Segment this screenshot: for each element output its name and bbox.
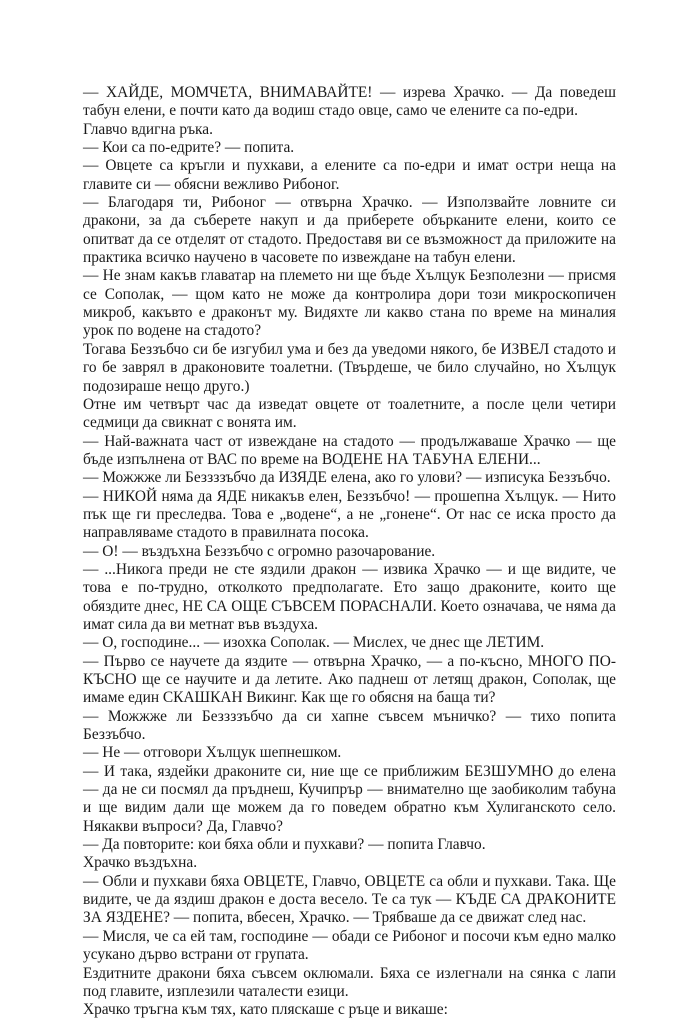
paragraph: — Не знам какъв главатар на племето ни ще бъде Хълцук Безполезни — присмя се Сополак, — щом като не може да контролира дори този микроскопичен микроб, какъвто е драконът му. Видяхте ли какво стана по време на миналия урок по водене на стадото? [83, 267, 616, 340]
paragraph: Тогава Беззъбчо си бе изгубил ума и без да уведоми някого, бе ИЗВЕЛ стадото и го бе заврял в драконовите тоалетни. (Твърдеше, че било случайно, но Хълцук подозираше нещо друго.) [83, 340, 616, 395]
paragraph: — Да повторите: кои бяха обли и пухкави? — попита Главчо. [83, 836, 486, 854]
paragraph: — Можжже ли Беззззъбчо да ИЗЯДЕ елена, ако го улови? — изписука Беззъбчо. [83, 469, 611, 487]
paragraph: Храчко тръгна към тях, като пляскаше с ръце и викаше: [83, 1001, 448, 1019]
paragraph: — ...Никога преди не сте яздили дракон — извика Храчко — и ще видите, че това е по-трудно, отколкото предполагате. Ето защо драконите, които ще обяздите днес, НЕ СА ОЩЕ СЪВСЕМ ПОРАСНАЛИ. Което означава, че няма да имат сила да ви метнат във въздуха. [83, 560, 616, 633]
paragraph: — Овцете са кръгли и пухкави, а елените са по-едри и имат остри неща на главите си — обясни вежливо Рибоног. [83, 157, 616, 193]
paragraph: — О, господине... — изохка Сополак. — Мислех, че днес ще ЛЕТИМ. [83, 634, 545, 652]
paragraph: — Мисля, че са ей там, господине — обади се Рибоног и посочи към едно малко усукано дърво встрани от групата. [83, 927, 616, 964]
paragraph: Ездитните дракони бяха съвсем оклюмали. Бяха се излегнали на сянка с лапи под главите, изплезили чаталести езици. [83, 964, 616, 1000]
paragraph: Главчо вдигна ръка. [83, 120, 213, 138]
paragraph: — Кои са по-едрите? — попита. [83, 139, 295, 157]
paragraph: — НИКОЙ няма да ЯДЕ никакъв елен, Беззъбчо! — прошепна Хълцук. — Нито пък ще ги преследва. Това е „водене“, а не „гонене“. От нас се иска просто да направляваме стадото в правилната посока. [83, 487, 616, 542]
paragraph: — Благодаря ти, Рибоног — отвърна Храчко. — Използвайте ловните си дракони, за да съберете накуп и да приберете обърканите елени, които се опитват да се отделят от стадото. Предоставя ви се възможност да приложите на практика всичко научено в часовете по извеждане на табун елени. [83, 194, 616, 267]
paragraph: — О! — въздъхна Беззъбчо с огромно разочарование. [83, 542, 436, 560]
paragraph: — Първо се научете да яздите — отвърна Храчко, — а по-късно, МНОГО ПО-КЪСНО ще се научите и да летите. Ако паднеш от летящ дракон, Сополак, ще имаме един СКАШКАН Викинг. Как ще го обясня на баща ти? [83, 652, 616, 707]
body-text [83, 84, 616, 1020]
paragraph: — ХАЙДЕ, МОМЧЕТА, ВНИМАВАЙТЕ! — изрева Храчко. — Да поведеш табун елени, е почти като да водиш стадо овце, само че елените са по-едри. [83, 84, 616, 120]
paragraph: — Можжже ли Беззззъбчо да си хапне съвсем мъничко? — тихо попита Беззъбчо. [83, 707, 616, 744]
paragraph: — И така, яздейки драконите си, ние ще се приближим БЕЗШУМНО до елена — да не си посмял да пръднеш, Кучипрър — внимателно ще заобиколим табуна и ще видим дали ще можем да го поведем обратно към Хулиганското село. Някакви въпроси? Да, Главчо? [83, 762, 616, 835]
paragraph: — Обли и пухкави бяха ОВЦЕТЕ, Главчо, ОВЦЕТЕ са обли и пухкави. Така. Ще видите, че да яздиш дракон е доста весело. Те са тук — КЪДЕ СА ДРАКОНИТЕ ЗА ЯЗДЕНЕ? — попита, вбесен, Храчко. — Трябваше да се движат след нас. [83, 872, 616, 927]
paragraph: Храчко въздъхна. [83, 854, 198, 872]
paragraph: — Не — отговори Хълцук шепнешком. [83, 744, 342, 762]
paragraph: Отне им четвърт час да изведат овцете от тоалетните, а после цели четири седмици да свикнат с вонята им. [83, 395, 616, 432]
paragraph: — Най-важната част от извеждане на стадото — продължаваше Храчко — ще бъде изпълнена от ВАС по време на ВОДЕНЕ НА ТАБУНА ЕЛЕНИ... [83, 432, 616, 468]
